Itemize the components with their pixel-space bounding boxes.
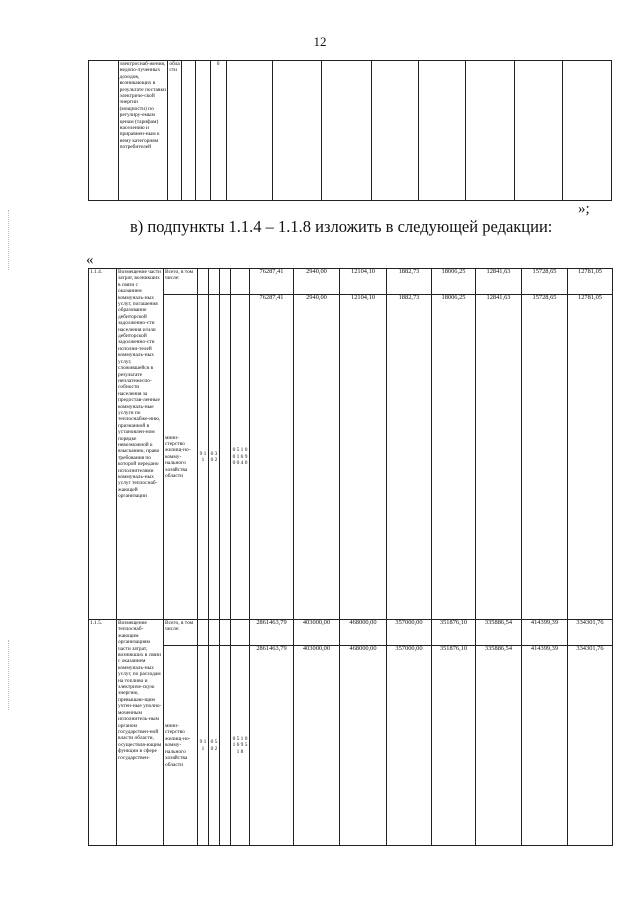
amendment-sentence: в) подпункты 1.1.4 – 1.1.8 изложить в следующей редакции: xyxy=(130,217,553,236)
value-cell: 76287,41 xyxy=(250,295,294,620)
value-cell xyxy=(321,61,371,201)
value-cell: 2940,00 xyxy=(294,269,340,295)
code-cell xyxy=(198,269,209,295)
table-row xyxy=(89,269,613,295)
value-cell: 76287,41 xyxy=(250,269,294,295)
value-cell: 12841,63 xyxy=(476,269,522,295)
table-row xyxy=(89,620,613,646)
value-cell: 12104,10 xyxy=(340,269,387,295)
measure-description: электроснаб-жения, недопо-лученных доходов, возникающих в результате поставки электриче-ской энергии (мощности) по регулиру-емым ценам (тарифам) населению и приравнен-ным к нему категориям потребителей xyxy=(118,61,168,201)
value-cell xyxy=(226,61,273,201)
value-cell: 414399,39 xyxy=(522,646,568,846)
code-cell xyxy=(198,620,209,646)
value-cell: 357000,00 xyxy=(387,646,432,846)
code-cell xyxy=(231,620,250,646)
code-cell xyxy=(209,269,220,295)
code-cell xyxy=(209,620,220,646)
value-cell: 468000,00 xyxy=(340,646,387,846)
value-cell: 468000,00 xyxy=(340,620,387,646)
value-cell xyxy=(563,61,612,201)
program-table xyxy=(88,268,613,846)
code-cell: 0 5 0 2 xyxy=(209,646,220,846)
value-cell: 403000,00 xyxy=(294,620,340,646)
page-number: 12 xyxy=(313,34,327,49)
value-cell: 2861463,79 xyxy=(250,620,294,646)
value-cell: 351876,10 xyxy=(432,620,476,646)
value-cell xyxy=(273,61,322,201)
table-row xyxy=(89,295,613,620)
value-cell: 12781,05 xyxy=(568,269,613,295)
value-cell: 12104,10 xyxy=(340,295,387,620)
code-cell xyxy=(220,646,231,846)
total-label: Всего, в том числе: xyxy=(164,620,198,646)
value-cell: 2861463,79 xyxy=(250,646,294,846)
code-cell xyxy=(220,295,231,620)
value-cell: 334301,76 xyxy=(568,646,613,846)
row-number: 1.1.5. xyxy=(89,620,117,846)
value-cell: 403000,00 xyxy=(294,646,340,846)
code-cell: 0 5 1 0 0 1 6 9 0 0 4 0 xyxy=(231,295,250,620)
value-cell: 18006,25 xyxy=(432,269,476,295)
code-cell: 9 1 1 xyxy=(198,646,209,846)
code-cell xyxy=(195,61,210,201)
value-cell xyxy=(371,61,419,201)
value-cell: 357000,00 xyxy=(387,620,432,646)
value-cell: 414399,39 xyxy=(522,620,568,646)
code-cell xyxy=(182,61,196,201)
executor-cell: мини-стерство жилищ-но-комму-нального хозяйства области xyxy=(164,646,198,846)
value-cell: 1882,73 xyxy=(387,269,432,295)
executor-cell: области xyxy=(168,61,182,201)
executor-cell: мини-стерство жилищ-но-комму-нального хозяйства области xyxy=(164,295,198,620)
code-cell: 0 3 0 2 xyxy=(209,295,220,620)
measure-description: Возмещение теплоснаб-жающим организациям части затрат, возникших в связи с оказанием коммуналь-ных услуг, по расходам на топливо и электриче-скую энергию, превышаю-щим учтен-ные уполно-моченным исполнитель-ным органом государствен-ной власти области, осуществля-ющим функции в сфере государствен- xyxy=(117,620,164,846)
scan-artifact xyxy=(8,210,12,270)
empty-cell xyxy=(89,61,119,201)
value-cell: 12781,05 xyxy=(568,295,613,620)
code-cell: 9 1 1 xyxy=(198,295,209,620)
value-cell: 18006,25 xyxy=(432,295,476,620)
total-label: Всего, в том числе: xyxy=(164,269,198,295)
code-cell: 0 xyxy=(210,61,226,201)
value-cell: 335886,54 xyxy=(476,620,522,646)
row-number: 1.1.4. xyxy=(89,269,117,620)
code-cell xyxy=(231,269,250,295)
value-cell: 334301,76 xyxy=(568,620,613,646)
value-cell xyxy=(514,61,563,201)
value-cell: 335886,54 xyxy=(476,646,522,846)
code-cell: 0 5 1 0 1 6 9 5 1 8 xyxy=(231,646,250,846)
scan-artifact xyxy=(8,640,12,710)
value-cell xyxy=(419,61,466,201)
closing-quote: »; xyxy=(578,201,590,217)
value-cell: 15728,65 xyxy=(522,295,568,620)
code-cell xyxy=(220,269,231,295)
code-cell xyxy=(220,620,231,646)
value-cell: 15728,65 xyxy=(522,269,568,295)
value-cell: 1882,73 xyxy=(387,295,432,620)
measure-description: Возмещение части затрат, возникших в связи с оказанием коммуналь-ных услуг, погашения образование дебиторской задолженно-сти населения и/или дебиторской задолженно-сти исполни-телей коммуналь-ных услуг, сложившейся в результате неплатежеспо-собности населения за предостав-ленные коммуналь-ные услуги по теплоснабже-нию, признанной в установлен-ном порядке невозможной к взысканию, право требования по которой передано исполнителями коммуналь-ных услуг теплоснаб-жающей организации xyxy=(117,269,164,620)
value-cell: 2940,00 xyxy=(294,295,340,620)
value-cell: 12841,63 xyxy=(476,295,522,620)
value-cell: 351876,10 xyxy=(432,646,476,846)
table-row xyxy=(89,646,613,846)
opening-quote: « xyxy=(86,252,94,268)
value-cell xyxy=(465,61,514,201)
top-fragment-table xyxy=(88,60,612,201)
